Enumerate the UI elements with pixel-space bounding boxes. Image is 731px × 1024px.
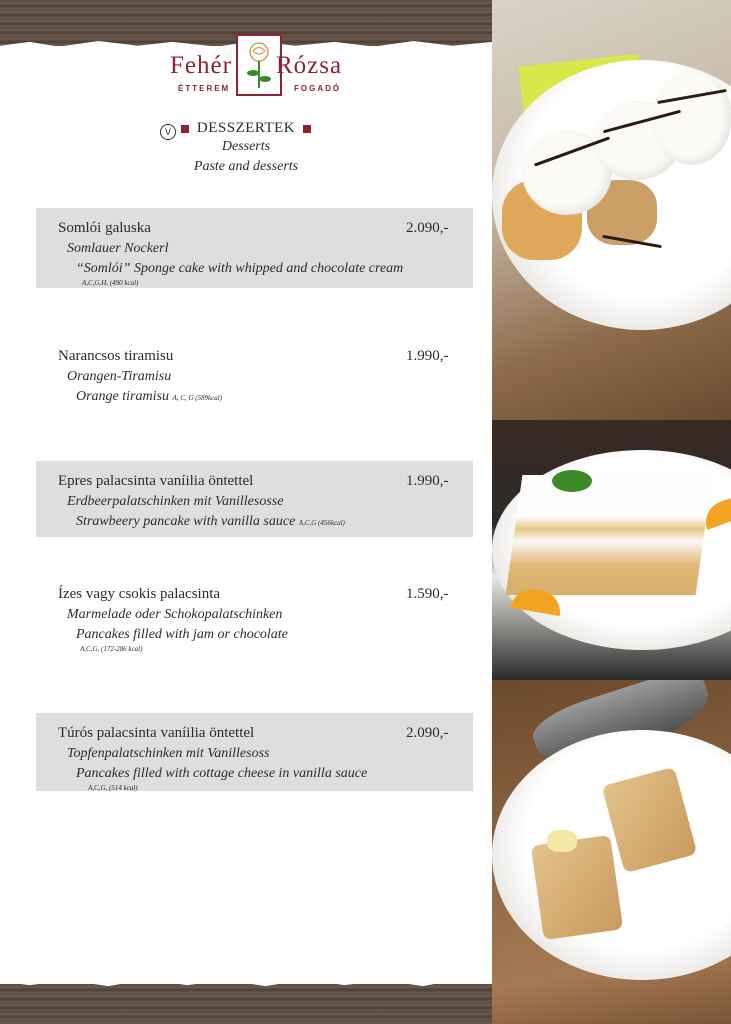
item-price: 1.990,- — [406, 348, 449, 364]
item-name: Epres palacsinta vaníilia öntettel — [58, 473, 254, 489]
item-name: Somlói galuska — [58, 220, 151, 236]
square-bullet-icon — [303, 125, 311, 133]
menu-item — [36, 336, 473, 416]
menu-item — [36, 461, 473, 537]
item-english: “Somlói” Sponge cake with whipped and chocolate cream — [76, 261, 404, 276]
item-allergens: A,C,G, (514 kcal) — [88, 784, 138, 792]
pancake-photo — [492, 680, 731, 1024]
menu-item — [36, 208, 473, 288]
item-name: Ízes vagy csokis palacsinta — [58, 586, 221, 602]
dessert-photos — [492, 0, 731, 1024]
somloi-photo — [492, 0, 731, 420]
section-subtitle-de: Desserts — [221, 139, 271, 154]
item-allergens: A,C,G, (172-286 kcal) — [80, 645, 143, 653]
item-german: Somlauer Nockerl — [67, 241, 169, 256]
item-allergens: A,C,G,H, (490 kcal) — [82, 279, 139, 287]
item-allergens: A,C,G (456kcal) — [298, 519, 345, 527]
item-german: Orangen-Tiramisu — [67, 369, 172, 384]
item-price: 2.090,- — [406, 725, 449, 741]
square-bullet-icon — [181, 125, 189, 133]
logo-name-right: Rózsa — [276, 52, 343, 79]
section-subtitle-en: Paste and desserts — [193, 159, 299, 174]
vegetarian-icon: V — [160, 124, 176, 140]
item-german: Topfenpalatschinken mit Vanillesoss — [67, 746, 270, 761]
wood-footer-strip — [0, 984, 492, 1024]
item-name: Narancsos tiramisu — [58, 348, 174, 364]
item-german: Marmelade oder Schokopalatschinken — [67, 607, 283, 622]
logo-sub-right: FOGADÓ — [294, 84, 342, 93]
logo-sub-left: ÉTTEREM — [178, 84, 231, 93]
item-english — [76, 514, 345, 530]
item-english — [76, 389, 222, 405]
item-german: Erdbeerpalatschinken mit Vanillesosse — [67, 494, 284, 509]
item-name: Túrós palacsinta vaníilia öntettel — [58, 725, 255, 741]
item-english-text: Orange tiramisu — [76, 389, 169, 404]
logo-name-left: Fehér — [170, 52, 232, 79]
section-heading — [0, 120, 492, 175]
menu-item — [36, 713, 473, 791]
item-price: 1.590,- — [406, 586, 449, 602]
item-price: 1.990,- — [406, 473, 449, 489]
restaurant-logo — [0, 32, 492, 112]
tiramisu-photo — [492, 420, 731, 680]
menu-item — [36, 574, 473, 660]
tiramisu-slice — [506, 475, 713, 595]
item-english: Pancakes filled with jam or chocolate — [76, 627, 288, 642]
section-title: DESSZERTEK — [196, 120, 296, 136]
item-allergens: A, C, G (589kcal) — [172, 394, 223, 402]
item-english: Pancakes filled with cottage cheese in vanilla sauce — [76, 766, 368, 781]
item-english-text: Strawbeery pancake with vanilla sauce — [76, 514, 296, 529]
item-price: 2.090,- — [406, 220, 449, 236]
